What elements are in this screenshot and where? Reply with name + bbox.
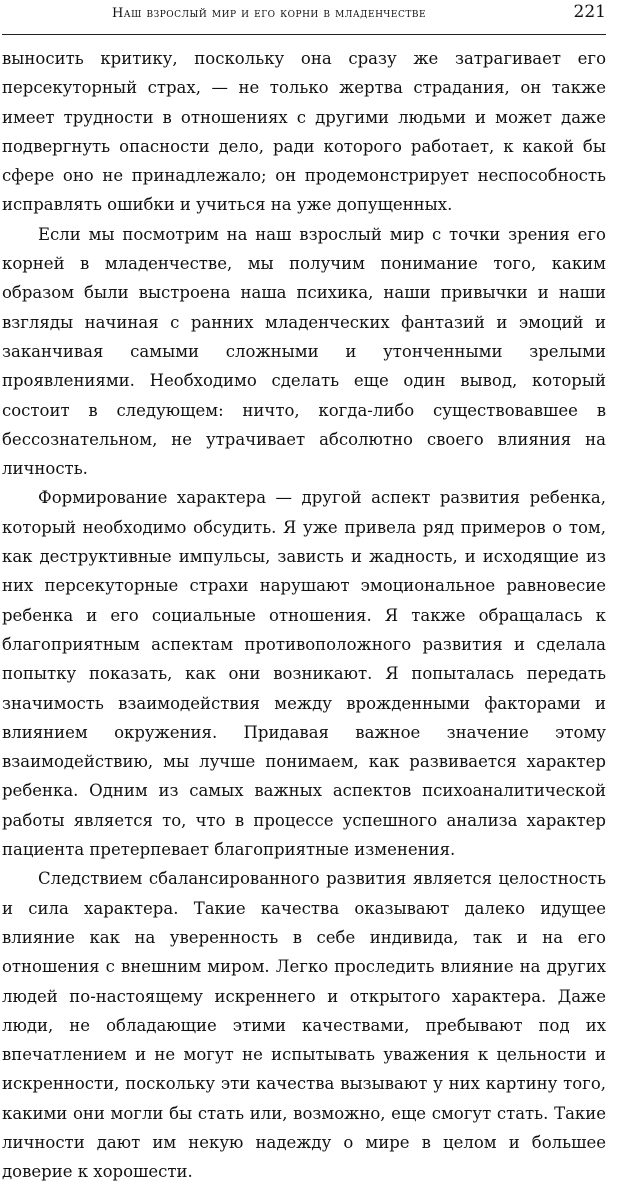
paragraph-4: Следствием сбалансированного развития является целостность и сила характера. Такие качества оказывают далеко идущее влияние как на уверенность в себе индивида, так и на его отношения с внешним миром. Легко проследить влияние на других людей по-настоящему искреннего и открытого характера. Даже люди, не обладающие этими качествами, пребывают под их впечатлением и не могут не испытывать уважения к цельности и искренности, поскольку эти качества вызывают у них картину того, какими они могли бы стать или, возможно, еще смогут стать. Такие личности дают им некую надежду о мире в целом и большее доверие к хорошести. — [2, 869, 606, 1182]
running-header — [2, 0, 606, 35]
page-number: 221 — [573, 2, 606, 22]
running-title: Наш взрослый мир и его корни в младенчестве — [111, 6, 427, 21]
body-text — [2, 44, 606, 1187]
paragraph-3: Формирование характера — другой аспект развития ребенка, который необходимо обсудить. Я уже привела ряд примеров о том, как деструктивные импульсы, зависть и жадность, и исходящие из них персекуторные страхи нарушают эмоциональное равновесие ребенка и его социальные отношения. Я также обращалась к благоприятным аспектам противоположного развития и сделала попытку показать, как они возникают. Я попыталась передать значимость взаимодействия между врожденными факторами и влиянием окружения. Придавая важное значение этому взаимодействию, мы лучше понимаем, как развивается характер ребенка. Одним из самых важных аспектов психоаналитической работы является то, что в процессе успешного анализа характер пациента претерпевает благоприятные изменения. — [2, 488, 606, 860]
paragraph-1: выносить критику, поскольку она сразу же затрагивает его персекуторный страх, — не только жертва страдания, он также имеет трудности в отношениях с другими людьми и может даже подвергнуть опасности дело, ради которого работает, к какой бы сфере оно не принадлежало; он продемонстрирует неспособность исправлять ошибки и учиться на уже допущенных. — [2, 49, 606, 215]
paragraph-2: Если мы посмотрим на наш взрослый мир с точки зрения его корней в младенчестве, мы получим понимание того, каким образом были выстроена наша психика, наши привычки и наши взгляды начиная с ранних младенческих фантазий и эмоций и заканчивая самыми сложными и утонченными зрелыми проявлениями. Необходимо сделать еще один вывод, который состоит в следующем: ничто, когда-либо существовавшее в бессознательном, не утрачивает абсолютно своего влияния на личность. — [2, 224, 606, 479]
